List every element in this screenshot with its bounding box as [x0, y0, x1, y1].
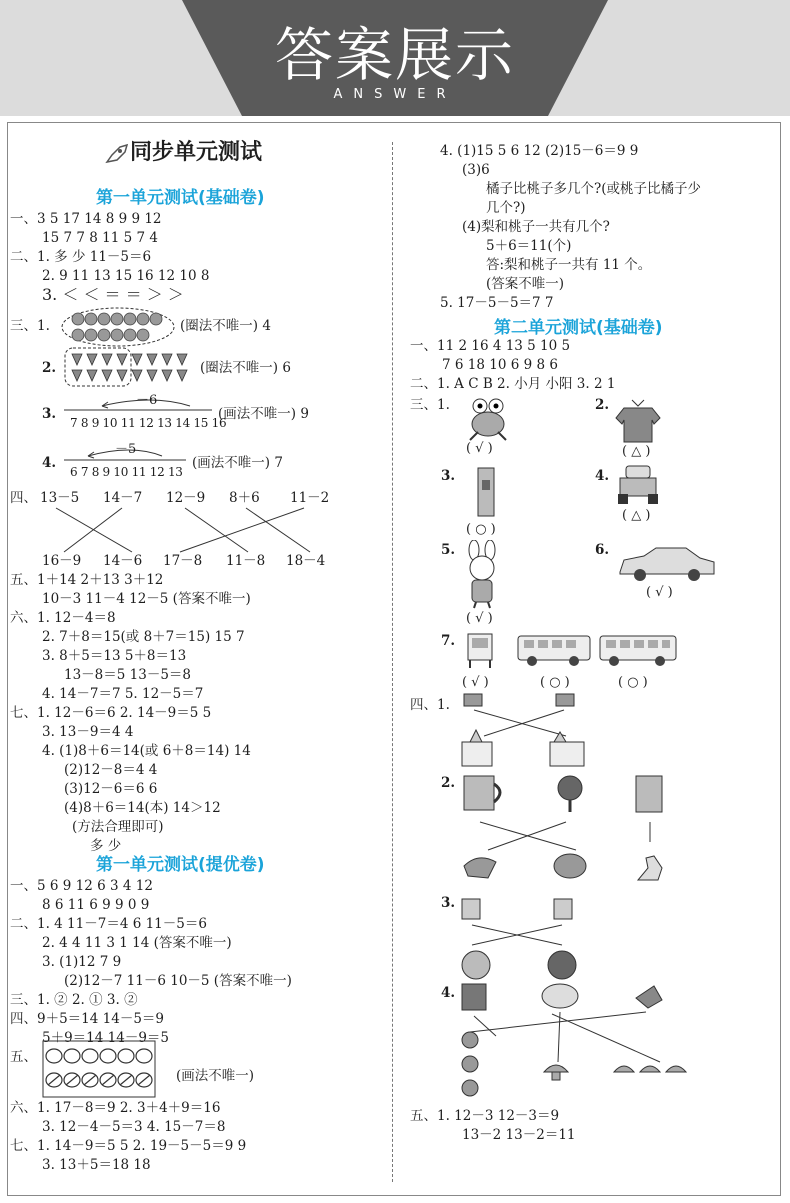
answer-line: 三、1.: [410, 397, 450, 413]
answer-line: 4. (1)15 5 6 12 (2)15－6＝9 9: [440, 143, 639, 159]
answer-line: 几个?): [486, 200, 526, 216]
match-top: 8＋6: [229, 490, 260, 506]
answer-line: 5.: [441, 542, 456, 558]
answer-line: 13－8＝5 13－5＝8: [64, 667, 192, 683]
answer-line: 13－2 13－2＝11: [462, 1127, 576, 1143]
answer-line: 七、1. 12－6＝6 2. 14－9＝5 5: [10, 705, 212, 721]
column-divider: [392, 142, 393, 1182]
answer-line: 3.: [441, 895, 456, 911]
jump-label: －6: [136, 393, 158, 408]
apple-group-figure: [60, 306, 180, 348]
answer-line: 2. 7＋8＝15(或 8＋7＝15) 15 7: [42, 629, 245, 645]
answer-line: 3. 13＋5＝18 18: [42, 1157, 151, 1173]
match-bottom: 16－9: [42, 553, 82, 569]
matching-figure-1: [456, 690, 596, 770]
number-line-ticks: 6 7 8 9 10 11 12 13: [70, 465, 183, 479]
jump-label: －5: [115, 442, 137, 457]
answer-line: 二、1. 多 少 11－5＝6: [10, 249, 152, 265]
match-bottom: 14－6: [103, 553, 143, 569]
answer-line: 4.: [595, 468, 610, 484]
answer-mark: ( √ ): [646, 585, 673, 600]
answer-line: (圈法不唯一) 6: [200, 360, 291, 376]
answer-line: (2)12－8＝4 4: [64, 762, 158, 778]
frog-picture: [466, 396, 510, 442]
section-title-unit1-advanced: 第一单元测试(提优卷): [96, 855, 265, 875]
answer-mark: ( √ ): [462, 675, 489, 690]
tower-picture: [475, 466, 497, 518]
rabbit-picture: [460, 540, 504, 610]
answer-line: (4)梨和桃子一共有几个?: [462, 219, 610, 235]
answer-line: 3. (1)12 7 9: [42, 954, 122, 970]
match-top: 14－7: [103, 490, 143, 506]
answer-line: 六、1. 17－8＝9 2. 3＋4＋9＝16: [10, 1100, 221, 1116]
answer-line: 三、1. ② 2. ① 3. ②: [10, 992, 138, 1008]
answer-line: 8 6 11 6 9 9 0 9: [42, 897, 150, 913]
answer-line: 六、1. 12－4＝8: [10, 610, 116, 626]
answer-line: 3.: [441, 468, 456, 484]
answer-line: 4.: [441, 985, 456, 1001]
matching-lines: [30, 506, 330, 554]
answer-line: 五、1. 12－3 12－3＝9: [410, 1108, 560, 1124]
answer-line: (2)12－7 11－6 10－5 (答案不唯一): [64, 973, 292, 989]
circles-figure: [42, 1040, 156, 1098]
section-title-unit2-basic: 第二单元测试(基础卷): [494, 318, 663, 338]
banner-subtitle: ANSWER: [333, 87, 457, 102]
answer-line: 七、1. 14－9＝5 5 2. 19－5－5＝9 9: [10, 1138, 247, 1154]
answer-line: 3. 12－4－5＝3 4. 15－7＝8: [42, 1119, 226, 1135]
answer-line: 一、5 6 9 12 6 3 4 12: [10, 878, 153, 894]
answer-line: 3. 8＋5＝13 5＋8＝13: [42, 648, 187, 664]
answer-mark: ( ○ ): [618, 675, 648, 690]
answer-line: 3.: [42, 406, 57, 422]
answer-line: 4. 14－7＝7 5. 12－5＝7: [42, 686, 204, 702]
match-top: 13－5: [40, 490, 80, 506]
answer-mark: ( △ ): [622, 508, 651, 523]
answer-line: 一、11 2 16 4 13 5 10 5: [410, 338, 571, 354]
answer-mark: ( ○ ): [540, 675, 570, 690]
answer-line: 2. 4 4 11 3 1 14 (答案不唯一): [42, 935, 232, 951]
answer-line: 4.: [42, 455, 57, 471]
match-top: 11－2: [290, 490, 330, 506]
answer-line: 2.: [441, 775, 456, 791]
answer-line: (画法不唯一) 9: [218, 406, 309, 422]
answer-line: 二、1. A C B 2. 小月 小阳 3. 2 1: [410, 376, 616, 392]
bus-picture: [516, 632, 592, 668]
answer-mark: ( ○ ): [466, 522, 496, 537]
section-title-unit1-basic: 第一单元测试(基础卷): [96, 188, 265, 208]
answer-line: 3. ＜ ＜ ＝ ＝ ＞ ＞: [42, 285, 184, 304]
answer-line: 答:梨和桃子一共有 11 个。: [486, 257, 652, 273]
answer-line: 7.: [441, 633, 456, 649]
answer-line: 2. 9 11 13 15 16 12 10 8: [42, 268, 210, 284]
number-line-ticks: 7 8 9 10 11 12 13 14 15 16: [70, 416, 227, 430]
car-picture: [616, 544, 718, 584]
rocket-icon: [104, 143, 130, 165]
match-top: 12－9: [166, 490, 206, 506]
answer-line: (3)12－6＝6 6: [64, 781, 158, 797]
answer-line: 橘子比桃子多几个?(或桃子比橘子少: [486, 181, 702, 197]
answer-line: 四、1.: [410, 697, 450, 713]
answer-line: 三、1.: [10, 318, 50, 334]
strawberry-group-figure: [64, 346, 204, 388]
page-heading: 同步单元测试: [130, 140, 263, 165]
answer-line: 四、: [10, 490, 37, 506]
answer-line: (4)8＋6＝14(本) 14＞12: [64, 800, 221, 816]
answer-line: 7 6 18 10 6 9 8 6: [442, 357, 558, 373]
answer-line: 6.: [595, 542, 610, 558]
answer-mark: ( √ ): [466, 611, 493, 626]
car-front-picture: [616, 464, 660, 506]
matching-figure-2: [458, 772, 678, 890]
answer-line: 10－3 11－4 12－5 (答案不唯一): [42, 591, 251, 607]
answer-line: 2.: [42, 360, 57, 376]
answer-line: 4. (1)8＋6＝14(或 6＋8＝14) 14: [42, 743, 251, 759]
bus-picture: [598, 632, 678, 668]
answer-mark: ( √ ): [466, 441, 493, 456]
answer-line: 四、9＋5＝14 14－5＝9: [10, 1011, 165, 1027]
answer-line: 五、1＋14 2＋13 3＋12: [10, 572, 164, 588]
match-bottom: 17－8: [163, 553, 203, 569]
answer-mark: ( △ ): [622, 444, 651, 459]
matching-figure-4: [456, 980, 696, 1104]
answer-line: 5＋6＝11(个): [486, 238, 572, 254]
answer-line: 二、1. 4 11－7＝4 6 11－5＝6: [10, 916, 207, 932]
answer-line: (方法合理即可): [72, 819, 164, 835]
answer-line: 五、: [10, 1049, 37, 1065]
match-bottom: 18－4: [286, 553, 326, 569]
answer-line: (画法不唯一) 7: [192, 455, 283, 471]
answer-line: (画法不唯一): [176, 1068, 255, 1084]
answer-line: 5＋9＝14 14－9＝5: [42, 1030, 170, 1046]
sweater-picture: [614, 398, 662, 444]
answer-line: 多 少: [90, 838, 122, 854]
answer-line: 2.: [595, 397, 610, 413]
answer-line: (圈法不唯一) 4: [180, 318, 271, 334]
answer-line: 一、3 5 17 14 8 9 9 12: [10, 211, 162, 227]
answer-line: 3. 13－9＝4 4: [42, 724, 134, 740]
answer-line: (3)6: [462, 162, 490, 178]
bus-stop-picture: [464, 632, 496, 670]
matching-figure-3: [458, 893, 588, 983]
answer-line: 15 7 7 8 11 5 7 4: [42, 230, 158, 246]
answer-line: (答案不唯一): [486, 276, 565, 292]
answer-line: 5. 17－5－5＝7 7: [440, 295, 554, 311]
banner: [0, 0, 790, 116]
match-bottom: 11－8: [226, 553, 266, 569]
banner-title: 答案展示: [274, 21, 515, 89]
